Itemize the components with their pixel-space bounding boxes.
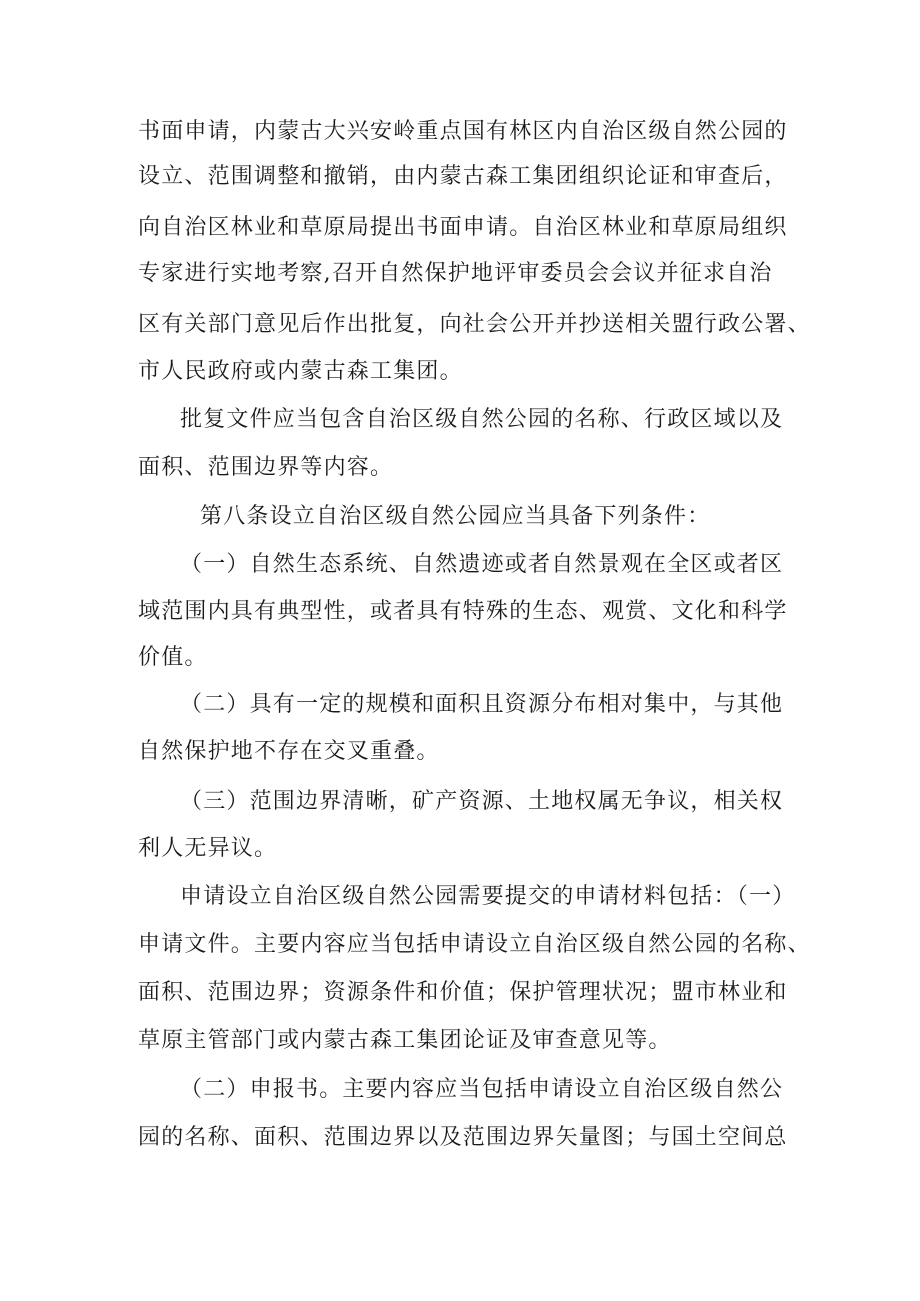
text-line: 草原主管部门或内蒙古森工集团论证及审查意见等。	[138, 1028, 672, 1053]
text-line: 申请设立自治区级自然公园需要提交的申请材料包括：（一）	[180, 884, 796, 909]
text-line: 书面申请，内蒙古大兴安岭重点国有林区内自治区级自然公园的	[138, 119, 788, 144]
article-heading: 第八条设立自治区级自然公园应当具备下列条件：	[200, 504, 711, 529]
text-line: 价值。	[138, 645, 208, 670]
text-line: 市人民政府或内蒙古森工集团。	[138, 359, 463, 384]
text-line: 面积、范围边界等内容。	[138, 455, 394, 480]
text-line: 专家进行实地考察,召开自然保护地评审委员会会议并征求自治	[138, 261, 773, 286]
text-line: （二）具有一定的规模和面积且资源分布相对集中，与其他	[180, 692, 784, 717]
text-line: 自然保护地不存在交叉重叠。	[138, 739, 440, 764]
text-line: 向自治区林业和草原局提出书面申请。自治区林业和草原局组织	[138, 215, 788, 240]
text-line: 区有关部门意见后作出批复，向社会公开并抄送相关盟行政公署、	[138, 312, 811, 337]
text-line: 面积、范围边界；资源条件和价值；保护管理状况；盟市林业和	[138, 980, 788, 1005]
text-line: （二）申报书。主要内容应当包括申请设立自治区级自然公	[180, 1077, 784, 1102]
text-line: 园的名称、面积、范围边界以及范围边界矢量图；与国土空间总	[138, 1125, 788, 1150]
text-line: 申请文件。主要内容应当包括申请设立自治区级自然公园的名称、	[138, 932, 811, 957]
text-line: 批复文件应当包含自治区级自然公园的名称、行政区域以及	[180, 407, 784, 432]
text-line: 利人无异议。	[138, 836, 278, 861]
text-line: 设立、范围调整和撤销，由内蒙古森工集团组织论证和审查后，	[138, 164, 788, 189]
text-line: 域范围内具有典型性，或者具有特殊的生态、观赏、文化和科学	[138, 599, 788, 624]
text-line: （三）范围边界清晰，矿产资源、土地权属无争议，相关权	[180, 789, 784, 814]
text-line: （一）自然生态系统、自然遗迹或者自然景观在全区或者区	[180, 552, 784, 577]
